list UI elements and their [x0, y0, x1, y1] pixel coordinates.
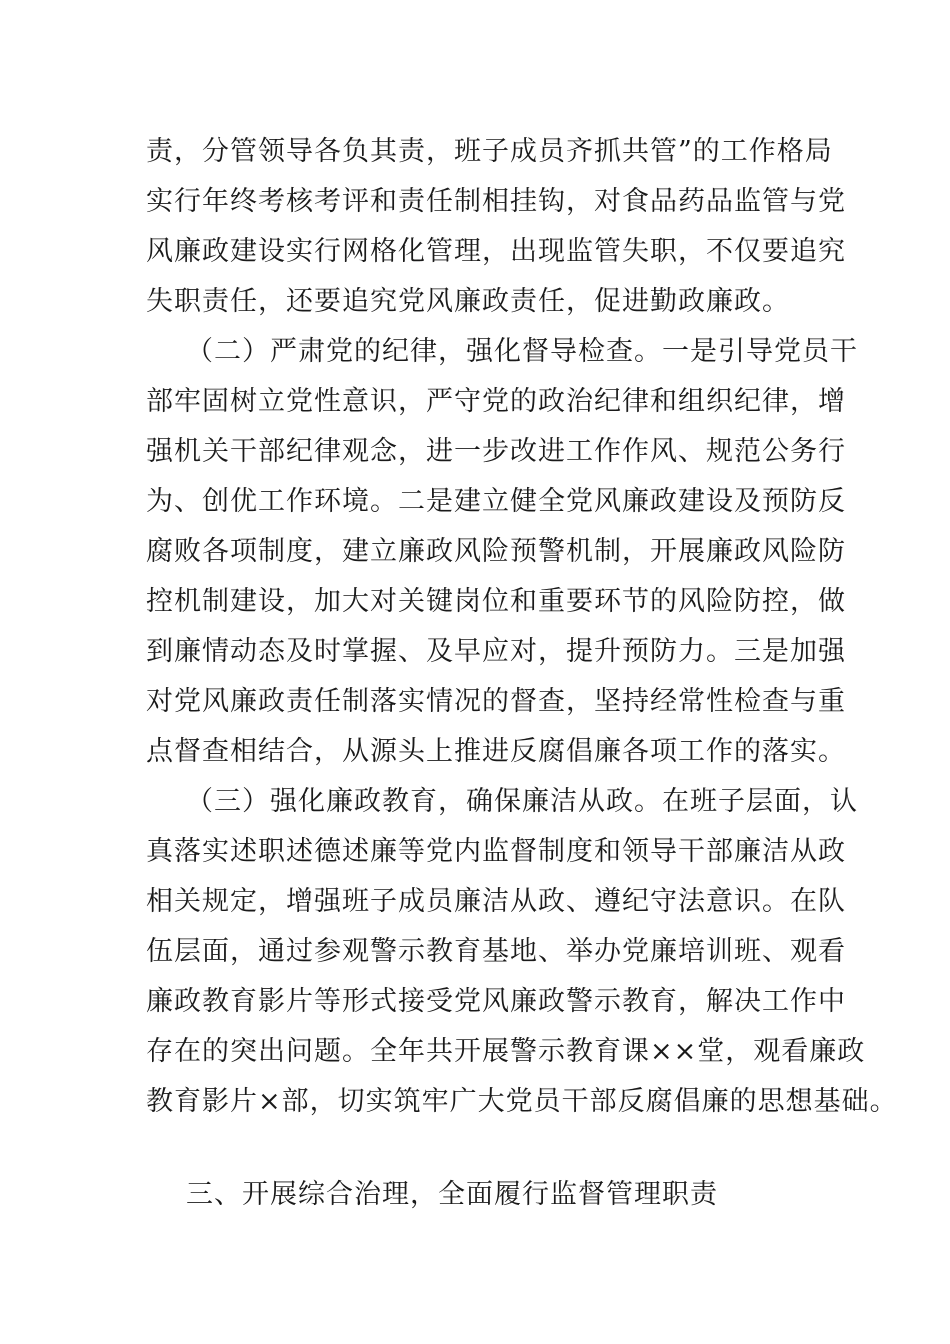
text-line: 风廉政建设实行网格化管理，出现监管失职，不仅要追究 — [146, 236, 846, 267]
text-line: 相关规定，增强班子成员廉洁从政、遵纪守法意识。在队 — [146, 886, 846, 917]
text-line: 腐败各项制度，建立廉政风险预警机制，开展廉政风险防 — [146, 536, 846, 567]
section-heading: 三、开展综合治理，全面履行监督管理职责 — [186, 1179, 718, 1210]
text-line: 责，分管领导各负其责，班子成员齐抓共管”的工作格局 — [146, 136, 833, 167]
text-line: 部牢固树立党性意识，严守党的政治纪律和组织纪律，增 — [146, 386, 846, 417]
text-line: 控机制建设，加大对关键岗位和重要环节的风险防控，做 — [146, 586, 846, 617]
text-line: 廉政教育影片等形式接受党风廉政警示教育，解决工作中 — [146, 986, 846, 1017]
paragraph-three-heading-line: （三）强化廉政教育，确保廉洁从政。在班子层面，认 — [186, 786, 858, 817]
text-line: 教育影片×部，切实筑牢广大党员干部反腐倡廉的思想基础。 — [146, 1086, 898, 1117]
text-line: 点督查相结合，从源头上推进反腐倡廉各项工作的落实。 — [146, 736, 846, 767]
text-line: 失职责任，还要追究党风廉政责任，促进勤政廉政。 — [146, 286, 790, 317]
text-line: 真落实述职述德述廉等党内监督制度和领导干部廉洁从政 — [146, 836, 846, 867]
text-line: 对党风廉政责任制落实情况的督查，坚持经常性检查与重 — [146, 686, 846, 717]
paragraph-two-heading-line: （二）严肃党的纪律，强化督导检查。一是引导党员干 — [186, 336, 858, 367]
text-line: 到廉情动态及时掌握、及早应对，提升预防力。三是加强 — [146, 636, 846, 667]
text-line: 实行年终考核考评和责任制相挂钩，对食品药品监管与党 — [146, 186, 846, 217]
text-line: 存在的突出问题。全年共开展警示教育课××堂，观看廉政 — [146, 1036, 866, 1067]
text-line: 为、创优工作环境。二是建立健全党风廉政建设及预防反 — [146, 486, 846, 517]
text-line: 强机关干部纪律观念，进一步改进工作作风、规范公务行 — [146, 436, 846, 467]
text-line: 伍层面，通过参观警示教育基地、举办党廉培训班、观看 — [146, 936, 846, 967]
